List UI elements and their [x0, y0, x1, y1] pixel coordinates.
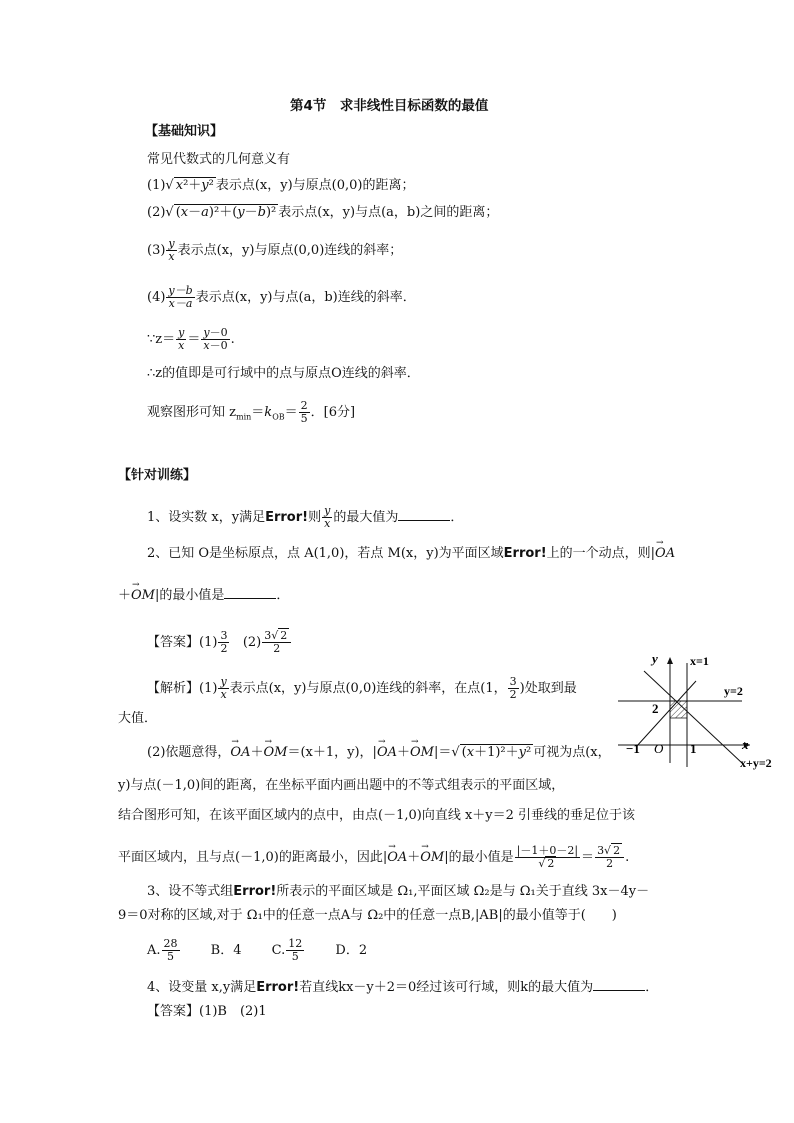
line-y2-label: y=2 — [724, 684, 743, 698]
fraction-12-5: $\frac{12}{5}$ — [288, 937, 303, 963]
section-basic-knowledge: 【基础知识】 — [145, 124, 224, 139]
item-4-text: 表示点(x，y)与点(a，b)连线的斜率． — [195, 290, 416, 305]
analysis-5-text: 平面区域内，且与点(－1,0)的距离最小，因此| — [118, 850, 388, 865]
fraction-y-x: $\frac{y}{x}$ — [178, 326, 185, 352]
y-axis-label: y — [652, 651, 658, 666]
analysis-1-text-2: )处取到最 — [519, 681, 577, 696]
fraction-2-5: $\frac{2}{5}$ — [300, 399, 308, 425]
vector-om: → OM — [131, 588, 155, 604]
answer-blank-1 — [398, 508, 450, 521]
question-3 — [147, 884, 649, 900]
analysis-2-text: (2)依题意得， — [147, 745, 231, 760]
vector-om-4: → OM — [420, 850, 444, 866]
q2-text-2: 上的一个动点，则| — [546, 546, 656, 561]
analysis-2-post: 可视为点(x， — [533, 745, 611, 760]
tick-label-minus-1: −1 — [626, 741, 640, 756]
fraction-y-over-x: $\frac{y}{x}$ — [168, 237, 175, 263]
line-xy-label: x+y=2 — [740, 756, 772, 770]
answer-2: 【答案】(1)B (2)1 — [147, 1004, 267, 1019]
item-4-label: (4) — [147, 290, 166, 305]
analysis-line-1-cont: 大值． — [118, 711, 158, 726]
item-2-label: (2) — [147, 205, 166, 220]
error-placeholder-2: Error! — [503, 546, 547, 561]
q4-text: 4、设变量 x,y满足 — [147, 980, 257, 995]
since-text: ∵z＝ — [147, 332, 176, 347]
q1-end: ． — [450, 510, 464, 525]
q1-text-2: 的最大值为 — [333, 510, 399, 525]
fraction-3sqrt2-2-b: $\frac{3√ 2}{2}$ — [595, 845, 624, 870]
answer-part-2: (2) — [242, 635, 262, 650]
answer-blank-4 — [593, 978, 645, 991]
analysis-line-3: y)与点(－1,0)间的距离，在坐标平面内画出题中的不等式组表示的平面区域， — [118, 778, 565, 793]
analysis-2-mid: ＝(x＋1，y)，| — [287, 745, 377, 760]
vector-oa-4: → OA — [387, 850, 407, 866]
q3-text: 3、设不等式组 — [147, 884, 234, 899]
analysis-line-4: 结合图形可知，在该平面区域内的点中，由点(－1,0)向直线 x＋y＝2 引垂线的垂足位于该 — [118, 808, 636, 823]
fraction-y-over-x-an: $\frac{y}{x}$ — [220, 675, 227, 701]
option-d: D．2 — [335, 943, 368, 958]
fraction-3-2: $\frac{3}{2}$ — [220, 629, 228, 655]
q2-end: ． — [276, 588, 290, 603]
item-1-text: 表示点(x，y)与原点(0,0)的距离； — [215, 178, 415, 193]
option-b: B．4 — [210, 943, 242, 958]
item-3-text: 表示点(x，y)与原点(0,0)连线的斜率； — [177, 243, 403, 258]
analysis-line-2: (2)依题意得，→ OA＋→ OM＝(x＋1，y)，|→ OA＋→ OM|＝√ (x＋1)²＋y² 可视为点(x， — [147, 745, 611, 761]
question-3-options — [147, 938, 367, 963]
q2-text: 2、已知 O是坐标原点，点 A(1,0)，若点 M(x，y)为平面区域 — [147, 546, 504, 561]
error-placeholder: Error! — [265, 510, 309, 525]
fraction-y0-x0: $\frac{y-0}{x-0}$ — [203, 326, 228, 352]
option-c: C. — [271, 943, 286, 958]
answer-blank-2 — [224, 586, 276, 599]
question-4 — [147, 978, 658, 996]
vector-om-2: → OM — [263, 745, 287, 761]
item-3-label: (3) — [147, 243, 166, 258]
observe-line: 观察图形可知 $z_{min}=k_{OB}=$ $\frac{2}{5}$ ．[6分] — [147, 399, 356, 425]
q2-plus: ＋ — [118, 588, 132, 603]
question-2 — [147, 546, 675, 562]
question-3-cont: 9＝0对称的区域,对于 Ω₁中的任意一点A与 Ω₂中的任意一点B,|AB|的最小值等于( ) — [118, 908, 617, 923]
item-3 — [147, 238, 402, 263]
origin-label: O — [654, 741, 664, 756]
vector-oa-3: → OA — [377, 745, 397, 761]
tick-label-1: 1 — [690, 741, 697, 756]
x-axis-label: x — [742, 737, 749, 752]
error-placeholder-3: Error! — [233, 884, 277, 899]
vector-oa: → OA — [655, 546, 675, 562]
sqrt-distance: √ (x－a)²＋(y－b)² — [165, 205, 277, 220]
q1-text: 1、设实数 x，y满足 — [147, 510, 266, 525]
section-targeted-training: 【针对训练】 — [118, 468, 197, 483]
q3-text-2: 所表示的平面区域是 Ω₁,平面区域 Ω₂是与 Ω₁关于直线 3x－4y－ — [276, 884, 650, 899]
region-graph — [618, 645, 788, 775]
q1-mid: 则 — [308, 510, 322, 525]
q4-text-2: 若直线kx－y＋2＝0经过该可行域，则k的最大值为 — [299, 980, 594, 995]
item-2-text: 表示点(x，y)与点(a，b)之间的距离； — [278, 205, 499, 220]
question-1 — [147, 505, 463, 530]
since-line: ∵z＝ $\frac{y}{x}$ ＝ $\frac{y-0}{x-0}$ . — [147, 326, 235, 352]
option-a: A. — [147, 943, 161, 958]
answer-label: 【答案】 — [147, 635, 200, 650]
analysis-line-1 — [147, 676, 577, 701]
item-4 — [147, 285, 416, 310]
fraction-distance: $\frac{|-1+0-2|}{√ 2}$ — [516, 844, 579, 870]
tick-label-2: 2 — [652, 701, 659, 716]
observe-score: ．[6分] — [310, 405, 356, 420]
q4-end: ． — [645, 980, 659, 995]
line-x1-label: x=1 — [690, 654, 709, 668]
y-axis-arrow — [667, 657, 673, 664]
page-title: 第4节 求非线性目标函数的最值 — [290, 98, 489, 114]
therefore-line: ∴z的值即是可行域中的点与原点O连线的斜率． — [147, 366, 420, 381]
vector-om-3: → OM — [410, 745, 434, 761]
fraction-3-2-an: $\frac{3}{2}$ — [509, 675, 517, 701]
fraction-28-5: $\frac{28}{5}$ — [163, 937, 178, 963]
analysis-label: 【解析】 — [147, 681, 200, 696]
analysis-5-mid: |的最小值是 — [444, 850, 514, 865]
sqrt-x2-y2: √ x²＋y² — [165, 178, 214, 193]
intro-text: 常见代数式的几何意义有 — [147, 152, 291, 167]
error-placeholder-4: Error! — [256, 980, 300, 995]
question-2-cont — [118, 586, 289, 604]
fraction-3sqrt2-2: $\frac{3√ 2}{2}$ — [262, 630, 291, 655]
item-1-label: (1) — [147, 178, 166, 193]
fraction-y-over-x-q1: $\frac{y}{x}$ — [324, 504, 331, 530]
q2-text-3: |的最小值是 — [154, 588, 225, 603]
item-2 — [147, 205, 498, 221]
item-1 — [147, 178, 415, 194]
answer-1 — [147, 630, 292, 655]
analysis-line-5: 平面区域内，且与点(－1,0)的距离最小，因此|→ OA＋→ OM|的最小值是 $\frac{|-1+0-2|}{√ 2}$ ＝ $\frac{3√ 2}{2}$ . — [118, 845, 629, 870]
answer-part-1: (1) — [199, 635, 218, 650]
vector-oa-2: → OA — [230, 745, 250, 761]
analysis-1-text: 表示点(x，y)与原点(0,0)连线的斜率，在点(1， — [229, 681, 507, 696]
fraction-slope: $\frac{y-b}{x-a}$ — [168, 284, 193, 310]
analysis-1-label: (1) — [199, 681, 218, 696]
observe-text: 观察图形可知 z — [147, 405, 236, 420]
